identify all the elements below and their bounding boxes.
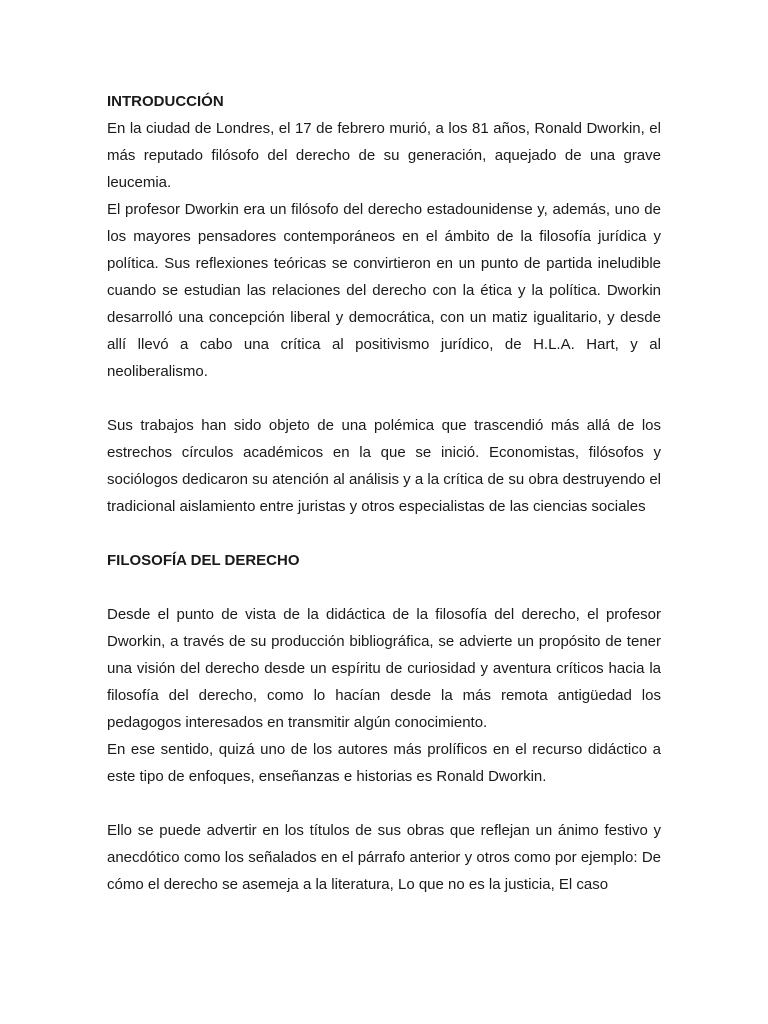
paragraph-muerte-dworkin: En la ciudad de Londres, el 17 de febrero murió, a los 81 años, Ronald Dworkin, el más reputado filósofo del derecho de su generación, aquejado de una grave leucemia. — [107, 120, 661, 191]
paragraph-trabajos-polemica: Sus trabajos han sido objeto de una polémica que trascendió más allá de los estrechos círculos académicos en la que se inició. Economistas, filósofos y sociólogos dedicaron su atención al análisis y a la crítica de su obra destruyendo el tradicional aislamiento entre juristas y otros especialistas de las ciencias sociales — [107, 417, 661, 515]
heading-filosofia-del-derecho: FILOSOFÍA DEL DERECHO — [107, 552, 300, 569]
heading-introduccion: INTRODUCCIÓN — [107, 93, 224, 110]
paragraph-spacer — [107, 385, 661, 412]
paragraph-spacer — [107, 574, 661, 601]
document-body — [107, 88, 661, 898]
paragraph-spacer — [107, 520, 661, 547]
paragraph-titulos-obras: Ello se puede advertir en los títulos de sus obras que reflejan un ánimo festivo y anecdótico como los señalados en el párrafo anterior y otros como por ejemplo: De cómo el derecho se asemeja a la literatura, Lo que no es la justicia, El caso — [107, 822, 661, 893]
paragraph-autores-prolificos: En ese sentido, quizá uno de los autores más prolíficos en el recurso didáctico a este tipo de enfoques, enseñanzas e historias es Ronald Dworkin. — [107, 741, 661, 785]
paragraph-didactica: Desde el punto de vista de la didáctica de la filosofía del derecho, el profesor Dworkin, a través de su producción bibliográfica, se advierte un propósito de tener una visión del derecho desde un espíritu de curiosidad y aventura críticos hacia la filosofía del derecho, como lo hacían desde la más remota antigüedad los pedagogos interesados en transmitir algún conocimiento. — [107, 606, 661, 731]
paragraph-profesor-dworkin: El profesor Dworkin era un filósofo del derecho estadounidense y, además, uno de los mayores pensadores contemporáneos en el ámbito de la filosofía jurídica y política. Sus reflexiones teóricas se convirtieron en un punto de partida ineludible cuando se estudian las relaciones del derecho con la ética y la política. Dworkin desarrolló una concepción liberal y democrática, con un matiz igualitario, y desde allí llevó a cabo una crítica al positivismo jurídico, de H.L.A. Hart, y al neoliberalismo. — [107, 201, 661, 380]
paragraph-spacer — [107, 790, 661, 817]
